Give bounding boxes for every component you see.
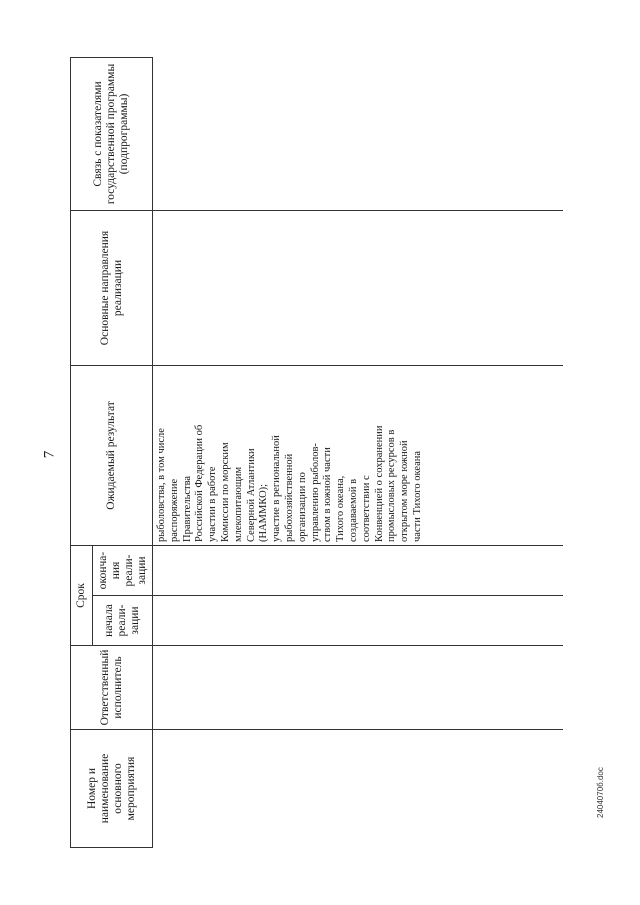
cell-number-and-name (153, 730, 563, 848)
cell-responsible (153, 646, 563, 730)
header-number-and-name: Номер и наименование основного мероприятия (71, 730, 153, 848)
expected-result-line: рыбохозяйственной (283, 453, 295, 542)
header-expected-result: Ожидаемый результат (71, 365, 153, 545)
header-responsible: Ответственный исполнитель (71, 646, 153, 730)
expected-result-line: части Тихого океана (411, 450, 423, 542)
expected-result-line: управлению рыболов- (309, 443, 321, 542)
header-indicators-link: Связь с показателями государственной программы (подпрограммы) (71, 57, 153, 210)
cell-term-end (153, 545, 563, 595)
expected-result-line: распоряжение (168, 478, 180, 542)
expected-result-line: рыболовства, в том числе (156, 428, 167, 542)
expected-result-line: млекопитающим (232, 466, 244, 542)
header-term-start: начала реали-зации (93, 596, 153, 646)
header-term: Срок (71, 545, 93, 645)
expected-result-line: Северной Атлантики (245, 448, 257, 542)
expected-result-line: (НАММКО); (258, 483, 270, 542)
expected-result-line: ством в южной части (322, 447, 334, 542)
footer-filename: 2404070б.doc (596, 767, 605, 818)
expected-result-line: создаваемой в (347, 478, 359, 542)
expected-result-line: соответствии с (360, 475, 372, 542)
expected-result-line: Комиссии по морским (219, 442, 231, 542)
cell-main-directions (153, 210, 563, 365)
expected-result-line: организации по (296, 472, 308, 542)
cell-indicators-link (153, 57, 563, 210)
expected-result-line: Конвенцией о сохранении (373, 425, 385, 542)
cell-term-start (153, 596, 563, 646)
expected-result-lines (156, 369, 425, 542)
activities-table (70, 57, 563, 848)
page-number: 7 (41, 450, 58, 459)
header-term-end: оконча-ния реали-зации (93, 545, 153, 595)
rotated-table-container (70, 58, 610, 848)
expected-result-line: Российской Федерации об (194, 424, 206, 542)
expected-result-line: участии в работе (207, 466, 219, 542)
expected-result-line: Правительства (181, 475, 193, 542)
cell-expected-result (153, 365, 563, 545)
header-main-directions: Основные направления реализации (71, 210, 153, 365)
expected-result-line: участие в региональной (271, 435, 283, 542)
expected-result-line: промысловых ресурсов в (386, 429, 398, 542)
expected-result-line: открытом море южной (399, 440, 411, 542)
expected-result-line: Тихого океана, (335, 475, 347, 542)
